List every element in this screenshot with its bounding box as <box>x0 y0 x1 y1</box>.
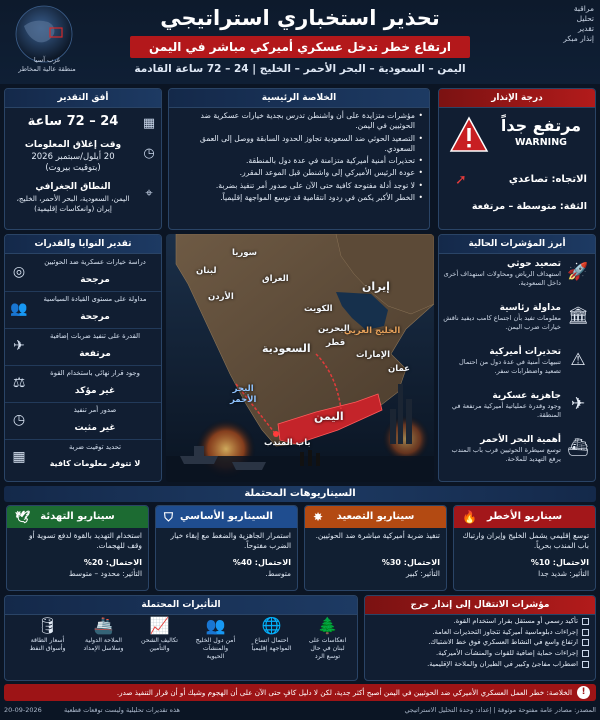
clock-icon: ◷ <box>143 146 155 161</box>
alert-icon: ⚠ <box>570 350 586 370</box>
map-label-jordan: الأردن <box>208 292 234 302</box>
summary-header: الخلاصة الرئيسية <box>169 89 429 108</box>
indicator-desc: استهداف الرياض ومحاولات استهداف أخرى داخل السعودية. <box>443 270 561 287</box>
scenarios-header: السيناريوهات المحتملة <box>4 486 596 502</box>
checkbox-icon <box>582 629 589 636</box>
indicator-title: تصعيد حوثي <box>507 259 561 269</box>
footer-date: 20-09-2026 <box>4 706 42 714</box>
indicator-item <box>439 255 595 297</box>
ship-icon: ⛴ <box>567 438 589 458</box>
scenario-title: سيناريو التهدئة <box>40 511 115 522</box>
map-label-uae: الإمارات <box>356 350 391 360</box>
map-label-yemen: اليمن <box>314 410 344 423</box>
brand-block <box>524 4 594 45</box>
capability-value: مرجحة <box>80 275 110 285</box>
scenario-card-worst <box>453 505 596 591</box>
brand-line: تقدير <box>577 24 594 34</box>
summary-item: • لا توجد أدلة مفتوحة كافية حتى الآن على صدور أمر تنفيذ بضربة. <box>175 181 423 191</box>
people-icon: 👥 <box>205 616 226 635</box>
impact-text: أمن دول الخليج والمنشآت الحيوية <box>195 637 236 660</box>
scenario-desc: استمرار الجاهزية والضغط مع إبقاء خيار الضرب مفتوحاً. <box>170 531 291 550</box>
scenario-probability: الاحتمال: 30% <box>381 558 440 567</box>
scenario-probability: الاحتمال: 20% <box>83 558 142 567</box>
scenario-desc: توسع إقليمي يشمل الخليج وإيران وارتباك باب المندب بحرياً. <box>462 531 589 550</box>
map-label-bahrain: البحرين <box>318 324 350 334</box>
impact-text: أسعار الطاقة وأسواق النفط <box>29 637 66 652</box>
scenario-card-escalation <box>304 505 447 591</box>
summary-item: • تحذيرات أمنية أميركية متزامنة في عدة دول بالمنطقة. <box>175 156 423 166</box>
conclusion-text: الخلاصة: خطر العمل العسكري الأميركي ضد الحوثيين في اليمن أصبح أكثر جدية، لكن لا دليل كافٍ حتى الآن على أن الهجوم وشيك أو أن قرار التنفيذ صدر. <box>116 688 572 697</box>
location-pin-icon: ⌖ <box>145 186 153 201</box>
indicator-desc: معلومات تفيد بأن اجتماع كامب ديفيد ناقش خيارات ضرب اليمن. <box>443 314 561 331</box>
scenario-desc: استخدام التهديد بالقوة لدفع تسوية أو وقف للهجمات. <box>29 531 142 550</box>
key-summary-panel <box>168 88 430 230</box>
indicator-title: أهمية البحر الأحمر <box>480 435 561 445</box>
current-indicators-panel <box>438 234 596 482</box>
dove-icon: 🕊 <box>15 510 31 524</box>
capability-label: تحديد توقيت ضربة <box>68 443 122 451</box>
impact-item <box>306 615 349 660</box>
capability-label: وجود قرار نهائي باستخدام القوة <box>50 369 140 377</box>
scenario-card-base <box>155 505 298 591</box>
transition-text: ارتفاع واسع في النشاط العسكري فوق خط الاشتباك. <box>428 638 578 647</box>
map-label-arabian-gulf: الخليج العربي <box>344 326 401 336</box>
summary-item: • الخطر الأكبر يكمن في ردود انتقامية قد توسع المواجهة إقليمياً. <box>175 193 423 203</box>
scenario-title: سيناريو الأخطر <box>486 511 563 522</box>
scope-value: اليمن، السعودية، البحر الأحمر، الخليج، إيران (وانعكاسات إقليمية) <box>16 194 130 213</box>
page-subtitle: ارتفاع خطر تدخل عسكري أميركي مباشر في اليمن <box>130 36 470 58</box>
transition-list <box>365 615 595 669</box>
explosion-icon: ✸ <box>313 510 324 524</box>
map-label-lebanon: لبنان <box>196 266 217 276</box>
globe-label: غرب آسيا منطقة عالية المخاطر <box>18 56 76 73</box>
handshake-icon: 👥 <box>10 301 28 317</box>
indicator-item <box>439 299 595 341</box>
capability-value: غير مثبت <box>74 423 116 433</box>
capability-label: مداولة على مستوى القيادة السياسية <box>43 295 147 303</box>
closing-date: 20 أيلول/سبتمبر 2026 <box>31 152 115 162</box>
transition-text: إجراءات حماية إضافية للقوات والمنشآت الأميركية. <box>435 649 578 658</box>
exclamation-icon: ! <box>577 686 590 699</box>
scenario-probability: الاحتمال: 10% <box>530 558 589 567</box>
impact-item <box>26 615 69 653</box>
impact-item <box>194 615 237 660</box>
capability-label: صدور أمر تنفيذ <box>73 406 117 414</box>
target-icon: ◎ <box>12 264 26 280</box>
impacts-header: التأثيرات المحتملة <box>5 596 357 615</box>
scenario-title: سيناريو التصعيد <box>336 511 415 522</box>
checkbox-icon <box>582 661 589 668</box>
transition-text: تأكيد رسمي أو مستقل بقرار استخدام القوة. <box>453 617 578 626</box>
scenario-card-deescalation <box>6 505 149 591</box>
closing-timezone: (بتوقيت بيروت) <box>45 163 101 173</box>
regions-line: اليمن – السعودية – البحر الأحمر – الخليج | 24 – 72 ساعة القادمة <box>134 63 466 75</box>
footer-source: المصدر: مصادر عامة مفتوحة موثوقة | إعداد: وحدة التحليل الاستراتيجي <box>404 706 596 714</box>
capabilities-header: تقدير النوايا والقدرات <box>5 235 161 254</box>
scenario-effect: التأثير: كبير <box>405 568 440 578</box>
capability-value: لا تتوفر معلومات كافية <box>49 459 141 468</box>
warning-level-panel <box>438 88 596 230</box>
capitol-icon: 🏛 <box>567 306 589 326</box>
impact-item <box>250 615 293 653</box>
calendar-icon: ▦ <box>12 449 26 465</box>
footer-disclaimer: هذه تقديرات تحليلية وليست توقعات قطعية <box>64 706 180 714</box>
clock-icon: ◷ <box>12 412 26 428</box>
transition-item <box>371 638 589 647</box>
indicator-desc: تنبيهات أمنية في عدة دول من احتمال تصعيد واضطرابات سفر. <box>459 358 561 375</box>
indicator-title: تحذيرات أميركية <box>489 347 561 357</box>
chart-icon: 📈 <box>149 616 170 635</box>
potential-impacts-panel <box>4 595 358 681</box>
indicator-item <box>439 343 595 385</box>
scenario-effect: التأثير: شديد جدا <box>538 568 589 578</box>
scale-icon: ⚖ <box>12 375 26 391</box>
jet-icon: ✈ <box>570 394 586 414</box>
warning-direction: الاتجاه: تصاعدي <box>508 174 587 185</box>
warning-level: مرتفع جداً <box>500 116 582 135</box>
globe-icon: 🌐 <box>261 616 282 635</box>
indicator-title: مداولة رئاسية <box>499 303 561 313</box>
conclusion-bar <box>4 684 596 701</box>
scenario-desc: تنفيذ ضربة أميركية مباشرة ضد الحوثيين. <box>315 531 440 540</box>
warning-triangle-icon <box>449 115 489 155</box>
impact-text: الملاحة الدولية وسلاسل الإمداد <box>83 637 124 652</box>
calendar-icon: ▦ <box>142 116 156 131</box>
transition-text: إجراءات دبلوماسية أميركية تتجاوز التحذيرات العامة. <box>432 627 578 636</box>
page-title: تحذير استخباري استراتيجي <box>160 6 440 30</box>
map-label-syria: سوريا <box>232 248 257 258</box>
regional-map <box>166 234 434 482</box>
rocket-icon: 🚀 <box>567 262 589 282</box>
indicator-desc: وجود وقدرة عملياتية أميركية مرتفعة في المنطقة. <box>451 402 561 419</box>
transition-item <box>371 649 589 658</box>
map-label-red-sea: البحر الأحمر <box>230 384 257 406</box>
transition-item <box>371 628 589 637</box>
cedar-icon: 🌲 <box>317 616 338 635</box>
brand-line: تحليل <box>576 14 594 24</box>
indicators-header: أبرز المؤشرات الحالية <box>439 235 595 254</box>
capability-label: دراسة خيارات عسكرية ضد الحوثيين <box>44 258 146 266</box>
capability-item <box>5 255 161 292</box>
fire-icon: 🔥 <box>462 510 477 524</box>
impact-text: تكاليف الشحن والتأمين <box>141 637 178 652</box>
closing-label: وقت إغلاق المعلومات <box>24 140 122 150</box>
capability-item <box>5 329 161 366</box>
indicator-item <box>439 431 595 473</box>
indicator-title: جاهزية عسكرية <box>492 391 561 401</box>
checkbox-icon <box>582 650 589 657</box>
trend-up-icon: ➚ <box>455 172 467 188</box>
capability-item <box>5 366 161 403</box>
critical-transition-panel <box>364 595 596 681</box>
map-label-saudi: السعودية <box>262 342 311 355</box>
brand-line: مراقبة <box>573 4 594 13</box>
capability-label: القدرة على تنفيذ ضربات إضافية <box>50 332 140 340</box>
impact-text: انعكاسات على لبنان في حال توسع الرد <box>308 637 347 660</box>
map-label-qatar: قطر <box>326 338 346 348</box>
oil-icon: 🛢 <box>37 616 58 635</box>
capability-value: مرتفعة <box>79 349 111 359</box>
ship-cargo-icon: 🚢 <box>93 616 114 635</box>
brand-line: إنذار مبكر <box>563 34 594 44</box>
scenario-title: السيناريو الأساسي <box>180 511 273 522</box>
shield-icon: ⛉ <box>164 510 174 524</box>
warning-confidence: الثقة: متوسطة – مرتفعة <box>471 201 587 212</box>
impact-item <box>82 615 125 653</box>
transition-item <box>371 617 589 626</box>
map-label-oman: عمان <box>388 364 410 374</box>
map-label-iran: إيران <box>362 280 390 293</box>
map-label-bab-el-mandeb: باب المندب <box>264 438 311 448</box>
summary-item: • عودة الرئيس الأميركي إلى واشنطن قبل الموعد المقرر. <box>175 168 423 178</box>
map-label-kuwait: الكويت <box>304 304 333 314</box>
impact-text: احتمال اتساع المواجهة إقليمياً <box>251 637 292 652</box>
capability-item <box>5 403 161 440</box>
assessment-horizon-panel <box>4 88 162 230</box>
capability-value: مرجحة <box>80 312 110 322</box>
transition-text: اضطراب مفاجئ وكبير في الطيران والملاحة الإقليمية. <box>427 659 578 668</box>
indicator-item <box>439 387 595 429</box>
warning-level-en: WARNING <box>515 136 567 148</box>
scenario-probability: الاحتمال: 40% <box>232 558 291 567</box>
checkbox-icon <box>582 618 589 625</box>
intentions-capabilities-panel <box>4 234 162 482</box>
capability-item <box>5 440 161 477</box>
summary-item: • التصعيد الحوثي ضد السعودية تجاوز الحدود السابقة ووصل إلى العمق السعودي. <box>175 134 423 155</box>
capability-value: غير مؤكد <box>74 386 116 396</box>
indicator-desc: توسع سيطرة الحوثيين قرب باب المندب يرفع التهديد للملاحة. <box>451 446 561 463</box>
plane-icon: ✈ <box>13 338 25 354</box>
transition-header: مؤشرات الانتقال إلى إنذار حرج <box>365 596 595 615</box>
horizon-header: أفق التقدير <box>5 89 161 108</box>
impact-item <box>138 615 181 653</box>
summary-item: • مؤشرات متزايدة على أن واشنطن تدرس بجدية خيارات عسكرية ضد الحوثيين في اليمن. <box>175 111 423 132</box>
warning-header: درجة الإنذار <box>439 89 595 108</box>
transition-item <box>371 660 589 669</box>
checkbox-icon <box>582 639 589 646</box>
footer <box>4 703 596 718</box>
scenario-effect: التأثير: محدود – متوسط <box>68 568 142 578</box>
scope-label: النطاق الجغرافي <box>35 182 111 192</box>
header <box>0 0 600 84</box>
summary-list <box>169 108 429 203</box>
horizon-window: 24 – 72 ساعة <box>27 114 119 129</box>
map-label-iraq: العراق <box>262 274 289 284</box>
capability-item <box>5 292 161 329</box>
scenario-effect: متوسط. <box>265 568 291 578</box>
